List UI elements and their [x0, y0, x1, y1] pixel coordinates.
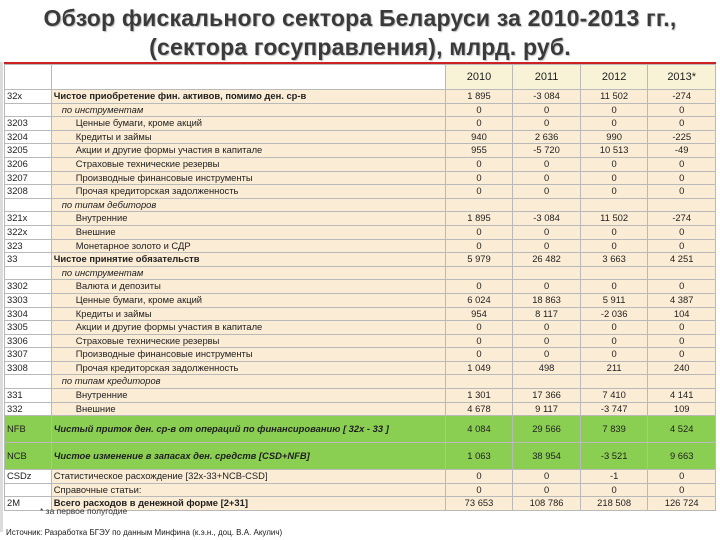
table-row — [5, 483, 716, 497]
row-value-2011: 498 — [513, 361, 581, 375]
table-row — [5, 334, 716, 348]
row-value-2013: 0 — [648, 470, 716, 484]
row-value-2011: 0 — [513, 280, 581, 294]
row-value-2012: 0 — [580, 280, 648, 294]
row-value-2011: 29 566 — [513, 416, 581, 443]
row-value-2010: 0 — [445, 157, 513, 171]
fiscal-table — [4, 64, 716, 511]
row-value-2013: 4 387 — [648, 293, 716, 307]
row-code: 332 — [5, 402, 52, 416]
row-value-2012 — [580, 198, 648, 212]
row-label: Прочая кредиторская задолженность — [51, 185, 445, 199]
row-value-2013: 0 — [648, 117, 716, 131]
row-value-2013: 0 — [648, 334, 716, 348]
row-code: 32x — [5, 90, 52, 104]
row-value-2010: 6 024 — [445, 293, 513, 307]
row-value-2010: 0 — [445, 483, 513, 497]
row-value-2011: 0 — [513, 117, 581, 131]
row-value-2013: -225 — [648, 130, 716, 144]
row-value-2011: 26 482 — [513, 253, 581, 267]
row-value-2013: 9 663 — [648, 443, 716, 470]
row-value-2013: 0 — [648, 483, 716, 497]
row-label: Ценные бумаги, кроме акций — [51, 293, 445, 307]
row-value-2010 — [445, 266, 513, 280]
row-value-2010: 0 — [445, 348, 513, 362]
row-value-2012: 218 508 — [580, 497, 648, 511]
row-label: Валюта и депозиты — [51, 280, 445, 294]
row-label: Статистическое расхождение [32x-33+NCB-CSD] — [51, 470, 445, 484]
table-row — [5, 253, 716, 267]
row-value-2011: 0 — [513, 348, 581, 362]
row-value-2012: 0 — [580, 483, 648, 497]
row-value-2012: -3 747 — [580, 402, 648, 416]
header-year-2010: 2010 — [445, 65, 513, 90]
header-code-cell — [5, 65, 52, 90]
row-value-2011: 0 — [513, 334, 581, 348]
row-value-2013 — [648, 198, 716, 212]
table-row — [5, 103, 716, 117]
table-row — [5, 117, 716, 131]
table-row — [5, 443, 716, 470]
row-label: по инструментам — [51, 266, 445, 280]
table-row — [5, 348, 716, 362]
row-value-2012: -1 — [580, 470, 648, 484]
row-label: Внешние — [51, 402, 445, 416]
table-row — [5, 389, 716, 403]
row-label: Внутренние — [51, 212, 445, 226]
row-value-2010: 0 — [445, 470, 513, 484]
source-note: Источник: Разработка БГЭУ по данным Минфина (к.э.н., доц. В.А. Акулич) — [6, 528, 283, 537]
row-value-2012: 7 410 — [580, 389, 648, 403]
row-label: Всего расходов в денежной форме [2+31] — [51, 497, 445, 511]
row-value-2010: 0 — [445, 103, 513, 117]
row-code: 322x — [5, 225, 52, 239]
row-value-2011: 0 — [513, 225, 581, 239]
row-value-2012: 0 — [580, 157, 648, 171]
row-value-2013: -49 — [648, 144, 716, 158]
row-label: Кредиты и займы — [51, 307, 445, 321]
row-code: 3205 — [5, 144, 52, 158]
row-value-2013: -274 — [648, 212, 716, 226]
table-row — [5, 321, 716, 335]
row-value-2013: 126 724 — [648, 497, 716, 511]
row-value-2013: 0 — [648, 185, 716, 199]
title-line-1: Обзор фискального сектора Беларуси за 2010-2013 гг., — [43, 5, 677, 31]
row-value-2012: -3 521 — [580, 443, 648, 470]
row-code: 3203 — [5, 117, 52, 131]
row-value-2013: 0 — [648, 280, 716, 294]
row-value-2013: 104 — [648, 307, 716, 321]
row-label: Чистый приток ден. ср-в от операций по финансированию [ 32x - 33 ] — [51, 416, 445, 443]
row-value-2011: -5 720 — [513, 144, 581, 158]
row-label: Справочные статьи: — [51, 483, 445, 497]
row-code: 331 — [5, 389, 52, 403]
row-code: 2M — [5, 497, 52, 511]
row-value-2011: -3 084 — [513, 90, 581, 104]
row-label: Внешние — [51, 225, 445, 239]
row-label: Страховые технические резервы — [51, 157, 445, 171]
table-row — [5, 130, 716, 144]
row-value-2013: 4 141 — [648, 389, 716, 403]
row-value-2010: 0 — [445, 117, 513, 131]
row-code: 3304 — [5, 307, 52, 321]
table-row — [5, 375, 716, 389]
row-value-2010: 0 — [445, 171, 513, 185]
row-value-2010: 940 — [445, 130, 513, 144]
row-label: Ценные бумаги, кроме акций — [51, 117, 445, 131]
header-year-2013: 2013* — [648, 65, 716, 90]
row-code: 3204 — [5, 130, 52, 144]
row-code: 3307 — [5, 348, 52, 362]
row-value-2010: 0 — [445, 239, 513, 253]
table-row — [5, 416, 716, 443]
row-label: по типам дебиторов — [51, 198, 445, 212]
row-label: Производные финансовые инструменты — [51, 171, 445, 185]
table-row — [5, 402, 716, 416]
row-value-2010: 0 — [445, 225, 513, 239]
row-value-2010 — [445, 198, 513, 212]
table-row — [5, 280, 716, 294]
row-code: 3306 — [5, 334, 52, 348]
left-border — [0, 62, 3, 532]
row-value-2011: -3 084 — [513, 212, 581, 226]
row-value-2013: 0 — [648, 103, 716, 117]
header-year-2011: 2011 — [513, 65, 581, 90]
row-label: Чистое изменение в запасах ден. средств [CSD+NFB] — [51, 443, 445, 470]
fiscal-table-container — [4, 64, 716, 509]
table-row — [5, 212, 716, 226]
table-row — [5, 144, 716, 158]
row-value-2012 — [580, 375, 648, 389]
row-value-2013: 4 524 — [648, 416, 716, 443]
row-value-2013 — [648, 266, 716, 280]
row-value-2011: 108 786 — [513, 497, 581, 511]
row-code: 3206 — [5, 157, 52, 171]
row-value-2010: 0 — [445, 334, 513, 348]
row-value-2013: 0 — [648, 225, 716, 239]
row-value-2011: 0 — [513, 157, 581, 171]
row-value-2013: 0 — [648, 239, 716, 253]
header-year-2012: 2012 — [580, 65, 648, 90]
row-value-2011: 0 — [513, 239, 581, 253]
row-label: Кредиты и займы — [51, 130, 445, 144]
row-value-2012: -2 036 — [580, 307, 648, 321]
row-value-2013: 0 — [648, 348, 716, 362]
table-header-row — [5, 65, 716, 90]
row-value-2010: 73 653 — [445, 497, 513, 511]
row-code: 3303 — [5, 293, 52, 307]
row-value-2010: 5 979 — [445, 253, 513, 267]
row-value-2011 — [513, 266, 581, 280]
row-value-2010 — [445, 375, 513, 389]
row-value-2010: 4 678 — [445, 402, 513, 416]
row-value-2012: 0 — [580, 103, 648, 117]
row-value-2012: 0 — [580, 321, 648, 335]
row-code: 321x — [5, 212, 52, 226]
row-value-2010: 1 049 — [445, 361, 513, 375]
row-value-2011: 2 636 — [513, 130, 581, 144]
footnote: * за первое полугодие — [40, 506, 128, 516]
row-value-2010: 1 895 — [445, 212, 513, 226]
row-value-2011: 0 — [513, 321, 581, 335]
row-value-2013: 240 — [648, 361, 716, 375]
row-value-2010: 0 — [445, 280, 513, 294]
row-value-2012: 0 — [580, 225, 648, 239]
row-label: Страховые технические резервы — [51, 334, 445, 348]
row-value-2013: -274 — [648, 90, 716, 104]
table-row — [5, 225, 716, 239]
row-value-2011: 8 117 — [513, 307, 581, 321]
row-value-2010: 1 895 — [445, 90, 513, 104]
row-code: 33 — [5, 253, 52, 267]
row-value-2013: 0 — [648, 321, 716, 335]
row-value-2012: 0 — [580, 334, 648, 348]
row-label: по инструментам — [51, 103, 445, 117]
row-code: NCB — [5, 443, 52, 470]
header-desc-cell — [51, 65, 445, 90]
row-code — [5, 375, 52, 389]
table-row — [5, 171, 716, 185]
row-value-2012: 11 502 — [580, 212, 648, 226]
row-code — [5, 198, 52, 212]
row-label: Производные финансовые инструменты — [51, 348, 445, 362]
row-label: Внутренние — [51, 389, 445, 403]
row-value-2011: 17 366 — [513, 389, 581, 403]
row-label: Чистое приобретение фин. активов, помимо ден. ср-в — [51, 90, 445, 104]
row-label: Монетарное золото и СДР — [51, 239, 445, 253]
row-value-2012: 0 — [580, 239, 648, 253]
row-code: 3302 — [5, 280, 52, 294]
row-value-2013: 0 — [648, 157, 716, 171]
page-title — [0, 4, 720, 62]
row-value-2010: 0 — [445, 321, 513, 335]
row-code: 3207 — [5, 171, 52, 185]
row-code — [5, 266, 52, 280]
table-row — [5, 470, 716, 484]
row-value-2010: 1 301 — [445, 389, 513, 403]
row-value-2013: 0 — [648, 171, 716, 185]
row-value-2012: 7 839 — [580, 416, 648, 443]
row-value-2012 — [580, 266, 648, 280]
row-code: 3208 — [5, 185, 52, 199]
row-value-2010: 4 084 — [445, 416, 513, 443]
table-row — [5, 239, 716, 253]
row-value-2011 — [513, 198, 581, 212]
row-label: Чистое принятие обязательств — [51, 253, 445, 267]
table-row — [5, 157, 716, 171]
row-value-2012: 5 911 — [580, 293, 648, 307]
row-value-2011: 0 — [513, 483, 581, 497]
row-value-2012: 3 663 — [580, 253, 648, 267]
table-row — [5, 198, 716, 212]
table-row — [5, 90, 716, 104]
row-value-2012: 0 — [580, 348, 648, 362]
row-value-2013 — [648, 375, 716, 389]
row-value-2010: 954 — [445, 307, 513, 321]
row-label: Акции и другие формы участия в капитале — [51, 321, 445, 335]
row-code: NFB — [5, 416, 52, 443]
row-value-2010: 0 — [445, 185, 513, 199]
row-code: 323 — [5, 239, 52, 253]
row-label: Акции и другие формы участия в капитале — [51, 144, 445, 158]
row-code: 3305 — [5, 321, 52, 335]
row-value-2010: 1 063 — [445, 443, 513, 470]
table-row — [5, 361, 716, 375]
row-value-2012: 990 — [580, 130, 648, 144]
row-value-2012: 0 — [580, 185, 648, 199]
row-value-2011: 18 863 — [513, 293, 581, 307]
row-value-2010: 955 — [445, 144, 513, 158]
row-code — [5, 483, 52, 497]
row-value-2012: 0 — [580, 171, 648, 185]
row-label: Прочая кредиторская задолженность — [51, 361, 445, 375]
row-value-2012: 11 502 — [580, 90, 648, 104]
row-code: 3308 — [5, 361, 52, 375]
row-value-2011: 0 — [513, 185, 581, 199]
row-value-2011: 0 — [513, 103, 581, 117]
row-value-2011: 9 117 — [513, 402, 581, 416]
table-row — [5, 185, 716, 199]
row-value-2012: 211 — [580, 361, 648, 375]
row-value-2012: 0 — [580, 117, 648, 131]
row-code: CSDz — [5, 470, 52, 484]
row-value-2013: 4 251 — [648, 253, 716, 267]
row-value-2012: 10 513 — [580, 144, 648, 158]
row-label: по типам кредиторов — [51, 375, 445, 389]
table-row — [5, 293, 716, 307]
table-row — [5, 266, 716, 280]
row-code — [5, 103, 52, 117]
row-value-2011: 0 — [513, 470, 581, 484]
title-line-2: (сектора госуправления), млрд. руб. — [149, 34, 571, 60]
row-value-2013: 109 — [648, 402, 716, 416]
table-row — [5, 307, 716, 321]
row-value-2011 — [513, 375, 581, 389]
row-value-2011: 38 954 — [513, 443, 581, 470]
row-value-2011: 0 — [513, 171, 581, 185]
